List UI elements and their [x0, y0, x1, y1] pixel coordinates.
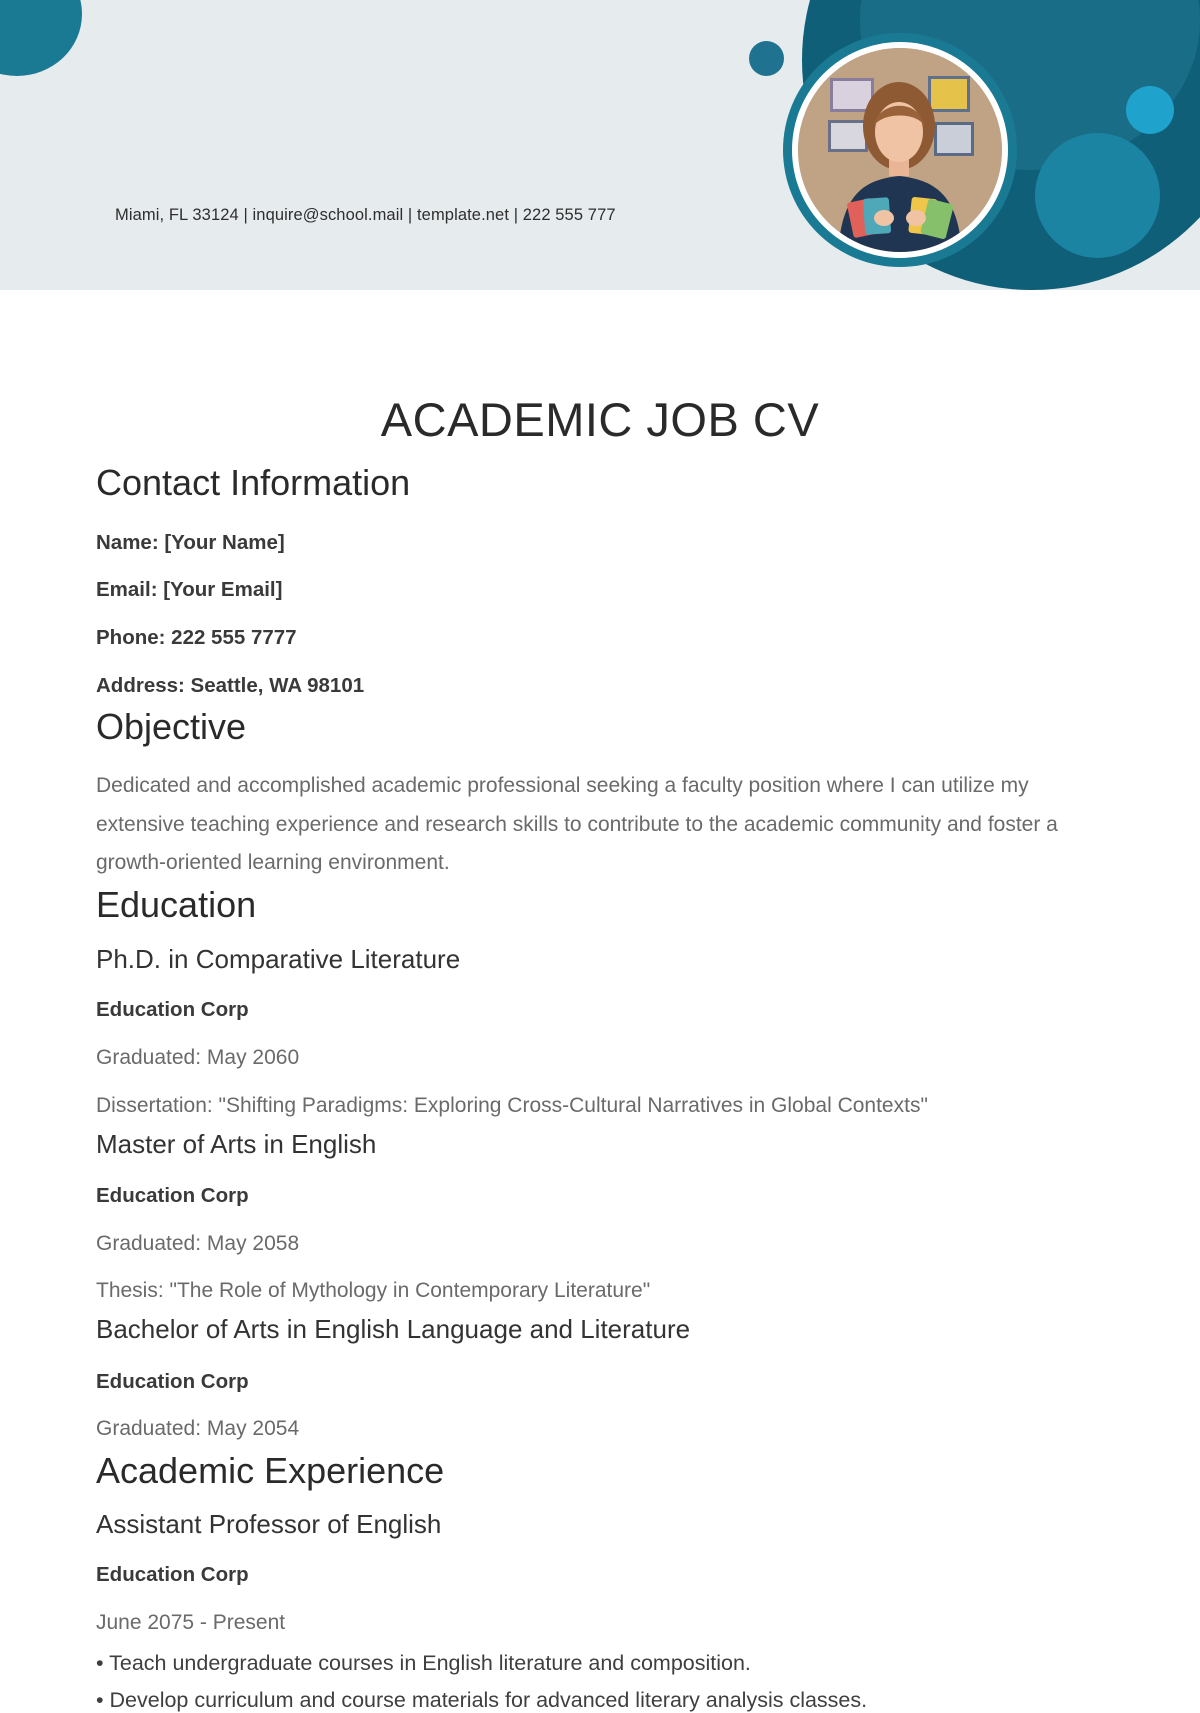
contact-phone: Phone: 222 555 7777	[96, 626, 297, 649]
education-institution: Education Corp	[96, 998, 249, 1021]
decorative-circle-top-left	[0, 0, 82, 76]
education-degree: Bachelor of Arts in English Language and Literature	[96, 1314, 691, 1344]
education-heading: Education	[96, 884, 257, 925]
education-graduated: Graduated: May 2058	[96, 1232, 300, 1255]
decorative-circle-small	[749, 41, 784, 76]
education-degree: Master of Arts in English	[96, 1129, 377, 1159]
contact-heading: Contact Information	[96, 462, 411, 503]
contact-name: Name: [Your Name]	[96, 531, 285, 554]
experience-heading: Academic Experience	[96, 1450, 445, 1491]
education-detail: Thesis: "The Role of Mythology in Contemporary Literature"	[96, 1279, 651, 1302]
profile-photo	[798, 48, 1002, 252]
education-graduated: Graduated: May 2060	[96, 1046, 300, 1069]
education-graduated: Graduated: May 2054	[96, 1417, 300, 1440]
education-detail: Dissertation: "Shifting Paradigms: Exploring Cross-Cultural Narratives in Global Contexts"	[96, 1094, 928, 1117]
education-institution: Education Corp	[96, 1184, 249, 1207]
experience-bullet: • Develop curriculum and course materials for advanced literary analysis classes.	[96, 1688, 868, 1712]
contact-email: Email: [Your Email]	[96, 578, 283, 601]
page-title: ACADEMIC JOB CV	[380, 393, 820, 446]
experience-role: Assistant Professor of English	[96, 1509, 442, 1539]
objective-text: Dedicated and accomplished academic professional seeking a faculty position where I can utilize my extensive teaching experience and research skills to contribute to the academic community and foster a growth-oriented learning environment.	[96, 774, 1058, 874]
experience-institution: Education Corp	[96, 1563, 249, 1586]
profile-photo-border	[792, 42, 1008, 258]
decorative-circle-bright	[1126, 86, 1174, 134]
education-degree: Ph.D. in Comparative Literature	[96, 944, 461, 974]
experience-dates: June 2075 - Present	[96, 1611, 286, 1634]
decorative-circle-lower	[1035, 133, 1160, 258]
header-band	[0, 0, 1200, 290]
education-institution: Education Corp	[96, 1370, 249, 1393]
experience-bullet: • Teach undergraduate courses in English literature and composition.	[96, 1651, 751, 1675]
contact-address: Address: Seattle, WA 98101	[96, 674, 365, 697]
objective-heading: Objective	[96, 706, 247, 747]
header-contact-line: Miami, FL 33124 | inquire@school.mail | template.net | 222 555 777	[115, 206, 616, 224]
profile-photo-illustration	[798, 48, 1002, 252]
profile-photo-frame	[783, 33, 1017, 267]
